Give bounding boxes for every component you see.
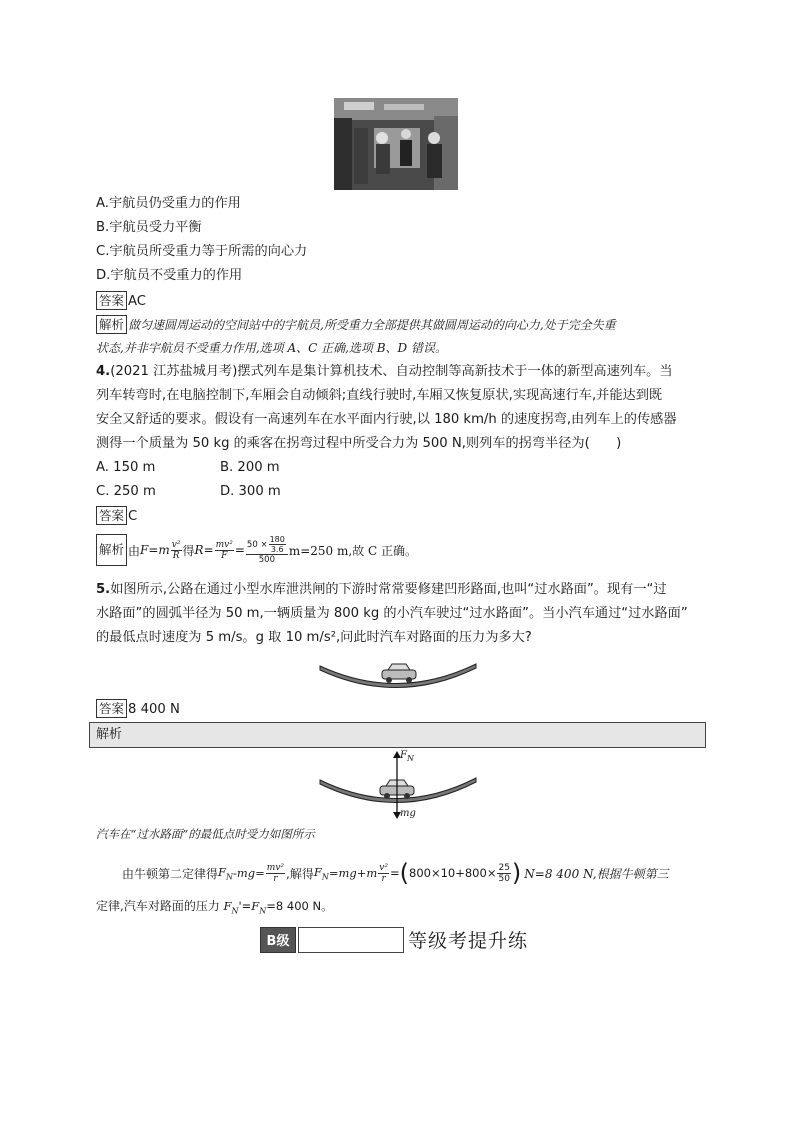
frac-den: F <box>221 550 228 561</box>
car-icon <box>382 664 416 683</box>
q4-option-b: B. 200 m <box>220 460 280 475</box>
astronaut-photo-graphic <box>334 98 458 190</box>
q4-stem-1-text: (2021 江苏盐城月考)摆式列车是集计算机技术、自动控制等高新技术于一体的新型高速列车。当 <box>110 364 673 379</box>
frac-num: mv² <box>266 862 285 873</box>
sol-mgm: =mg+m <box>328 866 378 880</box>
q4-frac-mv2-f <box>215 540 234 561</box>
frac-den: R <box>172 550 180 561</box>
q4-sol-f: F <box>140 543 149 557</box>
q3-analysis <box>96 314 616 337</box>
level-blank <box>298 927 404 953</box>
f-letter: F <box>313 864 322 879</box>
frac-num: mv² <box>215 539 233 550</box>
q4-sol-prefix: 由 <box>128 543 141 558</box>
answer-value: C <box>128 509 138 524</box>
f-letter: F <box>218 864 226 879</box>
q4-stem-4: 测得一个质量为 50 kg 的乘客在拐弯过程中所受合力为 500 N,则列车的拐弯半径为( ) <box>96 436 622 451</box>
q5-analysis-bar <box>89 722 706 748</box>
q5-stem-1-text: 如图所示,公路在通过小型水库泄洪闸的下游时常常要修建凹形路面,也叫“过水路面”。现有一“过 <box>110 582 667 597</box>
sol-eq: = <box>390 866 400 880</box>
n-subscript: N <box>321 872 329 882</box>
mg-label: mg <box>400 808 416 819</box>
q5-stem-3: 的最低点时速度为 5 m/s。g 取 10 m/s²,问此时汽车对路面的压力为多大? <box>96 630 532 645</box>
answer-label: 答案 <box>96 291 127 310</box>
q4-sol-r: R <box>194 543 204 557</box>
q4-frac-v2-r <box>171 540 182 561</box>
inner-den: 3.6 <box>270 545 284 554</box>
q4-answer <box>96 505 137 529</box>
frac-mv2-r <box>266 863 285 884</box>
q3-option-a: A.宇航员仍受重力的作用 <box>96 196 241 211</box>
inner-frac <box>269 535 286 554</box>
sol-text: =8 400 N。 <box>266 899 333 913</box>
q5-sol-line2 <box>122 856 669 890</box>
paren-content: 800×10+800× <box>409 866 497 880</box>
q5-stem-2: 水路面”的圆弧半径为 50 m,一辆质量为 800 kg 的小汽车驶过“过水路面”。当小汽车通过“过水路面” <box>96 606 688 621</box>
q4-sol-eq2: = <box>234 543 245 557</box>
q3-analysis-text-1: 做匀速圆周运动的空间站中的宇航员,所受重力全部提供其做圆周运动的向心力,处于完全失重 <box>128 318 616 332</box>
answer-label: 答案 <box>96 699 127 718</box>
frac-num <box>246 535 288 555</box>
q4-frac-big <box>246 535 288 565</box>
astronaut-photo <box>334 98 458 190</box>
frac-num-a: 50 × <box>246 539 268 550</box>
q5-number: 5. <box>96 582 111 597</box>
sol-text: ,解得 <box>286 866 314 881</box>
right-paren: ) <box>511 859 522 887</box>
q3-option-c: C.宇航员所受重力等于所需的向心力 <box>96 244 308 259</box>
frac-den: r <box>273 873 278 884</box>
q3-option-d: D.宇航员不受重力的作用 <box>96 268 243 283</box>
frac-num: v² <box>379 862 388 873</box>
answer-value: 8 400 N <box>128 702 180 717</box>
level-badge: B级 <box>260 927 296 953</box>
q3-analysis-text-2: 状态,并非宇航员不受重力作用,选项 A、C 正确,选项 B、D 错误。 <box>96 341 447 355</box>
q5-sol-line1: 汽车在“过水路面”的最低点时受力如图所示 <box>96 827 315 841</box>
frac-v2-r <box>378 863 389 884</box>
inner-num: 180 <box>269 535 285 544</box>
section-header <box>260 926 528 953</box>
sol-mg: -mg= <box>233 866 265 880</box>
f-letter: F <box>251 899 260 913</box>
q4-sol-get: 得 <box>182 543 195 558</box>
frac-den: 500 <box>258 555 275 565</box>
frac-num: 25 <box>498 862 510 873</box>
force-diagram <box>316 750 480 822</box>
frac-num: v² <box>171 539 181 550</box>
n-subscript: N <box>226 872 233 882</box>
left-paren: ( <box>399 859 410 887</box>
q4-option-d: D. 300 m <box>220 484 281 499</box>
fn-subscript: N <box>406 754 414 763</box>
q4-sol-eq: =m <box>148 543 170 557</box>
f-letter: F <box>223 899 232 913</box>
n-subscript: N <box>231 906 239 916</box>
analysis-label: 解析 <box>96 534 127 566</box>
fn-label <box>400 750 414 763</box>
q3-answer <box>96 290 146 314</box>
q5-answer <box>96 698 180 722</box>
q3-option-b: B.宇航员受力平衡 <box>96 220 202 235</box>
q4-stem-3: 安全又舒适的要求。假设有一高速列车在水平面内行驶,以 180 km/h 的速度拐弯,由列车上的传感器 <box>96 412 677 427</box>
frac-den: 50 <box>498 873 510 884</box>
answer-label: 答案 <box>96 506 127 525</box>
q4-option-c: C. 250 m <box>96 484 156 499</box>
q5-stem-1 <box>96 578 667 602</box>
sol-text: 由牛顿第二定律得 <box>122 866 219 881</box>
frac-25-50 <box>497 863 510 884</box>
n-subscript: N <box>259 906 267 916</box>
q4-option-a: A. 150 m <box>96 460 156 475</box>
analysis-label: 解析 <box>96 315 127 334</box>
concave-road-figure <box>318 658 478 694</box>
sol-prime: '= <box>238 899 252 913</box>
q4-analysis: 解析 由 F =m $\frac{\text{v²}}{R}$ 得 R = $\frac{\text{mv²}}{F}$ = 50 × $\frac{180}{3.6}$ 500 m=250 m,故 C 正确。 <box>96 532 417 568</box>
section-title: 等级考提升练 <box>408 930 529 952</box>
q4-number: 4. <box>96 364 111 379</box>
answer-value: AC <box>128 294 147 309</box>
q4-sol-tail: m=250 m,故 C 正确。 <box>288 543 418 558</box>
sol-text: N=8 400 N,根据牛顿第三 <box>524 866 669 881</box>
q5-sol-line3 <box>96 896 333 921</box>
sol-text: 定律,汽车对路面的压力 <box>96 899 220 913</box>
q4-stem-1 <box>96 360 673 384</box>
q4-stem-2: 列车转弯时,在电脑控制下,车厢会自动倾斜;直线行驶时,车厢又恢复原状,实现高速行车,并能达到既 <box>96 388 663 403</box>
frac-den: r <box>381 873 386 884</box>
analysis-label: 解析 <box>96 727 123 742</box>
fn-letter: F <box>400 750 407 761</box>
